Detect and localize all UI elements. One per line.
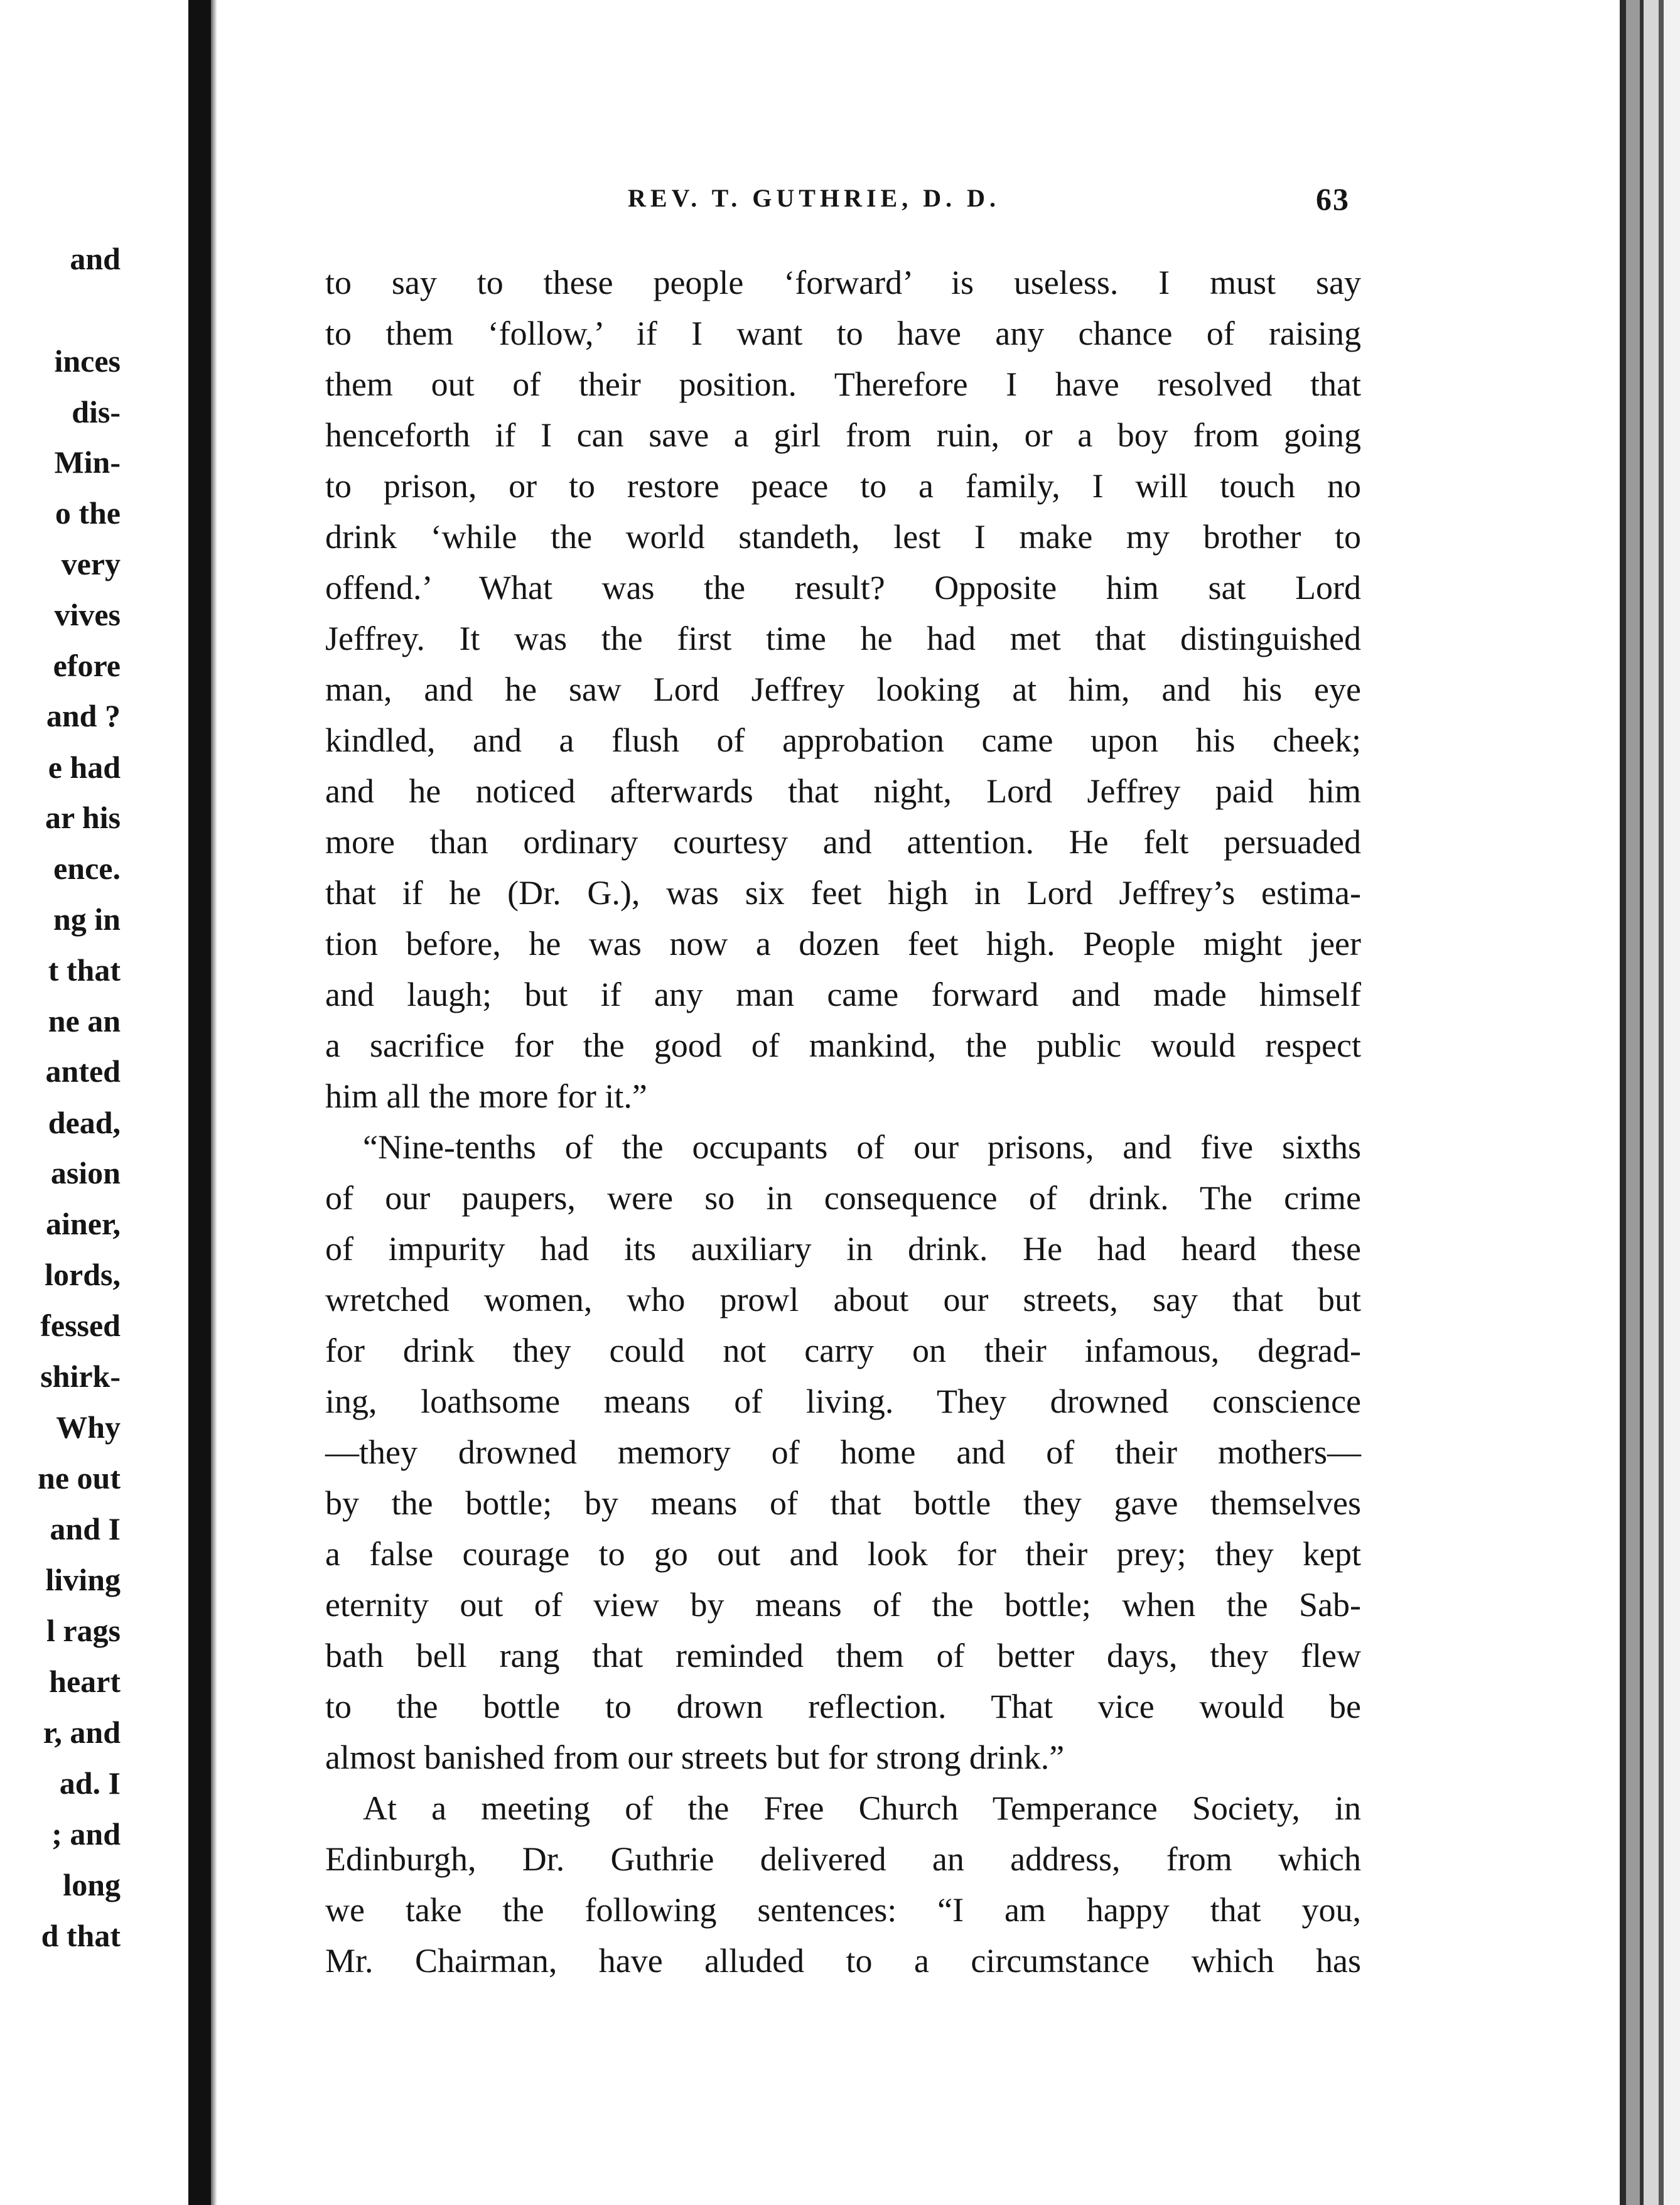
text-line: tion before, he was now a dozen feet high. People might jeer	[325, 925, 1361, 962]
text-line: to say to these people ‘forward’ is useless. I must say	[325, 264, 1361, 301]
text-line: eternity out of view by means of the bottle; when the Sab-	[325, 1586, 1361, 1624]
left-fragment: and ?	[46, 698, 121, 733]
text-line: henceforth if I can save a girl from ruin, or a boy from going	[325, 416, 1361, 454]
book-edge-outer	[1664, 0, 1680, 2205]
left-fragment: t that	[48, 952, 121, 988]
left-fragment: vives	[54, 597, 121, 632]
text-line: them out of their position. Therefore I have resolved that	[325, 365, 1361, 403]
text-line: wretched women, who prowl about our streets, say that but	[325, 1281, 1361, 1318]
left-fragment: fessed	[40, 1308, 121, 1343]
left-fragment: ad. I	[59, 1766, 121, 1801]
left-fragment: o the	[55, 495, 121, 531]
text-line: that if he (Dr. G.), was six feet high in Lord Jeffrey’s estima-	[325, 874, 1361, 912]
page-edge-shadow	[1620, 0, 1626, 2205]
left-fragment: r, and	[43, 1715, 121, 1750]
text-line: we take the following sentences: “I am happy that you,	[325, 1891, 1361, 1929]
left-facing-page	[0, 0, 188, 2205]
left-fragment: efore	[53, 648, 121, 683]
text-line: for drink they could not carry on their infamous, degrad-	[325, 1332, 1361, 1369]
left-fragment: inces	[54, 343, 121, 379]
left-fragment: dead,	[48, 1105, 121, 1140]
left-fragment: ence.	[53, 851, 121, 886]
text-line: more than ordinary courtesy and attention. He felt persuaded	[325, 823, 1361, 861]
text-line: man, and he saw Lord Jeffrey looking at him, and his eye	[325, 671, 1361, 708]
left-fragment: heart	[49, 1664, 121, 1699]
left-fragment: ar his	[45, 800, 121, 835]
left-fragment: l rags	[46, 1613, 121, 1648]
text-line: him all the more for it.”	[325, 1077, 647, 1115]
text-line: to the bottle to drown reflection. That vice would be	[325, 1688, 1361, 1725]
left-fragment: ng in	[53, 902, 121, 937]
text-line: “Nine-tenths of the occupants of our prisons, and five sixths	[363, 1128, 1361, 1166]
book-edge-line	[1659, 0, 1664, 2205]
text-line: and laugh; but if any man came forward and made himself	[325, 976, 1361, 1013]
left-fragment: Why	[56, 1410, 121, 1445]
left-fragment: Min-	[54, 445, 121, 480]
left-fragment: asion	[50, 1155, 121, 1190]
text-line: drink ‘while the world standeth, lest I make my brother to	[325, 518, 1361, 556]
left-fragment: lords,	[45, 1257, 121, 1292]
left-fragment: e had	[48, 750, 121, 785]
gutter-shadow	[211, 0, 217, 2205]
text-line: of impurity had its auxiliary in drink. He had heard these	[325, 1230, 1361, 1268]
text-line: a sacrifice for the good of mankind, the public would respect	[325, 1027, 1361, 1064]
text-line: Mr. Chairman, have alluded to a circumstance which has	[325, 1942, 1361, 1980]
book-edge-light	[1644, 0, 1659, 2205]
left-fragment: ne out	[38, 1460, 121, 1496]
left-fragment: ainer,	[46, 1206, 121, 1241]
left-fragment: ; and	[51, 1816, 121, 1852]
text-line: Edinburgh, Dr. Guthrie delivered an address, from which	[325, 1840, 1361, 1878]
left-fragment: shirk-	[40, 1359, 121, 1394]
text-line: At a meeting of the Free Church Temperance Society, in	[363, 1789, 1361, 1827]
left-fragment: and I	[50, 1511, 121, 1546]
left-fragment: anted	[45, 1054, 121, 1089]
text-line: bath bell rang that reminded them of better days, they flew	[325, 1637, 1361, 1674]
left-fragment: ne an	[48, 1003, 121, 1038]
page-number: 63	[1316, 181, 1350, 217]
running-head: REV. T. GUTHRIE, D. D.	[628, 184, 1000, 212]
left-fragment: d that	[41, 1918, 121, 1953]
text-line: and he noticed afterwards that night, Lord Jeffrey paid him	[325, 772, 1361, 810]
left-fragment: dis-	[72, 394, 121, 429]
binding-gutter	[188, 0, 211, 2205]
left-fragment: living	[45, 1562, 121, 1597]
left-fragment: very	[61, 546, 121, 581]
left-fragment: long	[63, 1867, 121, 1902]
text-line: to prison, or to restore peace to a family, I will touch no	[325, 467, 1361, 505]
text-line: offend.’ What was the result? Opposite him sat Lord	[325, 569, 1361, 607]
book-edge	[1626, 0, 1640, 2205]
text-line: —they drowned memory of home and of their mothers—	[325, 1433, 1361, 1471]
text-line: by the bottle; by means of that bottle they gave themselves	[325, 1484, 1361, 1522]
text-line: almost banished from our streets but for strong drink.”	[325, 1739, 1065, 1776]
text-line: Jeffrey. It was the first time he had met that distinguished	[325, 620, 1361, 657]
text-line: to them ‘follow,’ if I want to have any chance of raising	[325, 315, 1361, 352]
text-line: ing, loathsome means of living. They drowned conscience	[325, 1383, 1361, 1420]
left-fragment: and	[70, 241, 121, 276]
text-line: kindled, and a flush of approbation came upon his cheek;	[325, 721, 1361, 759]
body-text	[325, 257, 1361, 1987]
text-line: of our paupers, were so in consequence of drink. The crime	[325, 1179, 1361, 1217]
text-line: a false courage to go out and look for their prey; they kept	[325, 1535, 1361, 1573]
